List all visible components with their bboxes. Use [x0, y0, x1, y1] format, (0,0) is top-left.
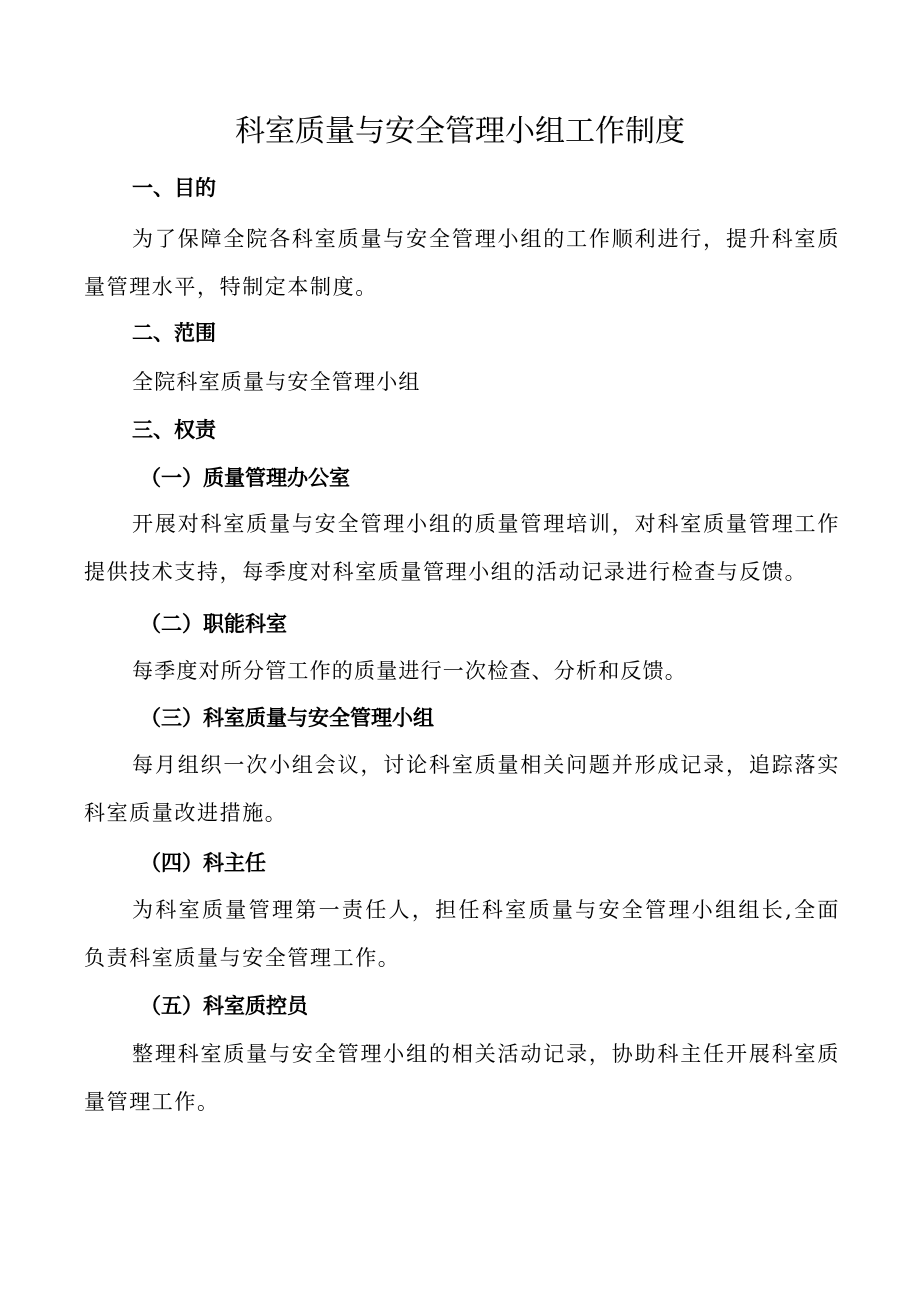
subsection-text-department-group: 每月组织一次小组会议，讨论科室质量相关问题并形成记录，追踪落实科室质量改进措施。 — [84, 753, 840, 825]
section-text-scope: 全院科室质量与安全管理小组 — [132, 370, 421, 394]
subsection-heading-department-director: （四）科主任 — [140, 851, 266, 875]
section-heading-scope: 二、范围 — [132, 321, 216, 345]
section-text-purpose: 为了保障全院各科室质量与安全管理小组的工作顺利进行，提升科室质量管理水平，特制定本制度。 — [84, 227, 840, 299]
document-title: 科室质量与安全管理小组工作制度 — [235, 114, 685, 149]
subsection-text-functional-departments: 每季度对所分管工作的质量进行一次检查、分析和反馈。 — [132, 659, 687, 683]
subsection-heading-department-group: （三）科室质量与安全管理小组 — [140, 706, 434, 730]
subsection-heading-functional-departments: （二）职能科室 — [140, 612, 287, 636]
subsection-heading-quality-controller: （五）科室质控员 — [140, 994, 308, 1018]
subsection-text-quality-office: 开展对科室质量与安全管理小组的质量管理培训，对科室质量管理工作提供技术支持，每季度对科室质量管理小组的活动记录进行检查与反馈。 — [84, 512, 840, 584]
section-heading-purpose: 一、目的 — [132, 176, 216, 200]
subsection-heading-quality-office: （一）质量管理办公室 — [140, 466, 350, 490]
subsection-text-department-director: 为科室质量管理第一责任人，担任科室质量与安全管理小组组长,全面负责科室质量与安全管理工作。 — [84, 898, 840, 970]
subsection-text-quality-controller: 整理科室质量与安全管理小组的相关活动记录，协助科主任开展科室质量管理工作。 — [84, 1042, 840, 1114]
section-heading-responsibilities: 三、权责 — [132, 418, 216, 442]
